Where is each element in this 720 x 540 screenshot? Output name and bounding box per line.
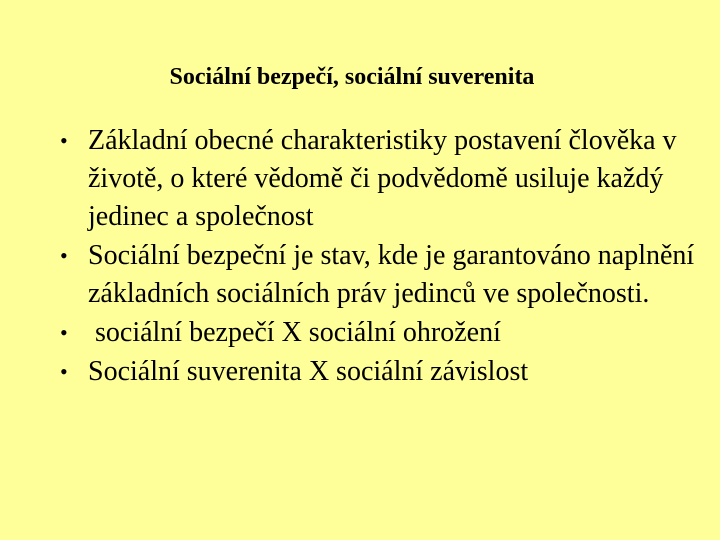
bullet-marker: • xyxy=(60,243,68,268)
bullet-item xyxy=(60,237,700,313)
bullet-item xyxy=(60,122,700,236)
bullet-text: Sociální suverenita X sociální závislost xyxy=(88,356,529,387)
bullet-item xyxy=(60,314,700,352)
bullet-list xyxy=(60,122,700,392)
slide-title: Sociální bezpečí, sociální suverenita xyxy=(169,64,535,90)
bullet-text: Základní obecné charakteristiky postavení člověka v životě, o které vědomě či podvědomě usiluje každý jedinec a společnost xyxy=(88,125,684,232)
bullet-text: Sociální bezpeční je stav, kde je garantováno naplnění základních sociálních práv jedinců ve společnosti. xyxy=(88,240,702,309)
bullet-marker: • xyxy=(60,128,68,153)
bullet-text: sociální bezpečí X sociální ohrožení xyxy=(88,317,501,348)
bullet-marker: • xyxy=(60,320,68,345)
bullet-marker: • xyxy=(60,359,68,384)
bullet-item xyxy=(60,353,700,391)
